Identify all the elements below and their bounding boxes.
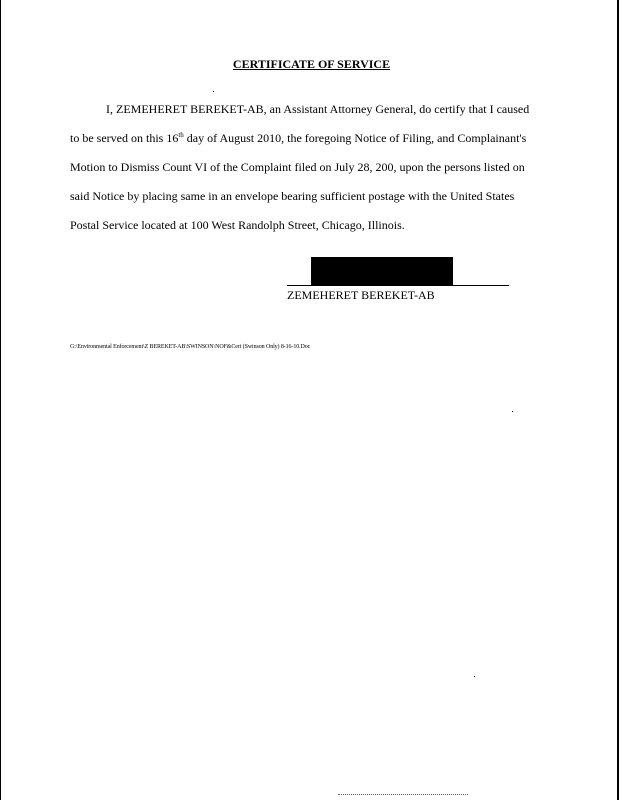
signature-line: [287, 285, 509, 286]
certificate-body: [70, 95, 540, 240]
body-line-2-start: to be served on this 16: [70, 131, 179, 145]
page-right-border: [617, 0, 619, 800]
signatory-name: ZEMEHERET BEREKET-AB: [287, 288, 435, 302]
body-line-5: Postal Service located at 100 West Randolph Street, Chicago, Illinois.: [70, 218, 405, 232]
body-line-1: I, ZEMEHERET BEREKET-AB, an Assistant Attorney General, do certify that I caused: [106, 102, 530, 116]
body-line-4: said Notice by placing same in an envelope bearing sufficient postage with the United States: [70, 189, 515, 203]
scan-speck: [213, 91, 214, 92]
body-line-3: Motion to Dismiss Count VI of the Complaint filed on July 28, 200, upon the persons listed on: [70, 160, 525, 174]
page-left-border: [0, 0, 1, 800]
scan-speck: [474, 676, 475, 677]
ordinal-suffix: th: [178, 131, 184, 139]
scan-speck: [512, 411, 513, 412]
body-line-2-end: day of August 2010, the foregoing Notice of Filing, and Complainant's: [183, 131, 527, 145]
redacted-signature: [311, 257, 453, 285]
scan-artifact: [338, 794, 468, 797]
body-line-2: [70, 124, 540, 153]
file-path-footer: G:\Environmental Enforcement\Z BEREKET-AB\SWINSON\NOF&Cert (Swinson Only) 8-16-10.Doc: [70, 344, 311, 350]
certificate-title: CERTIFICATE OF SERVICE: [232, 57, 391, 71]
